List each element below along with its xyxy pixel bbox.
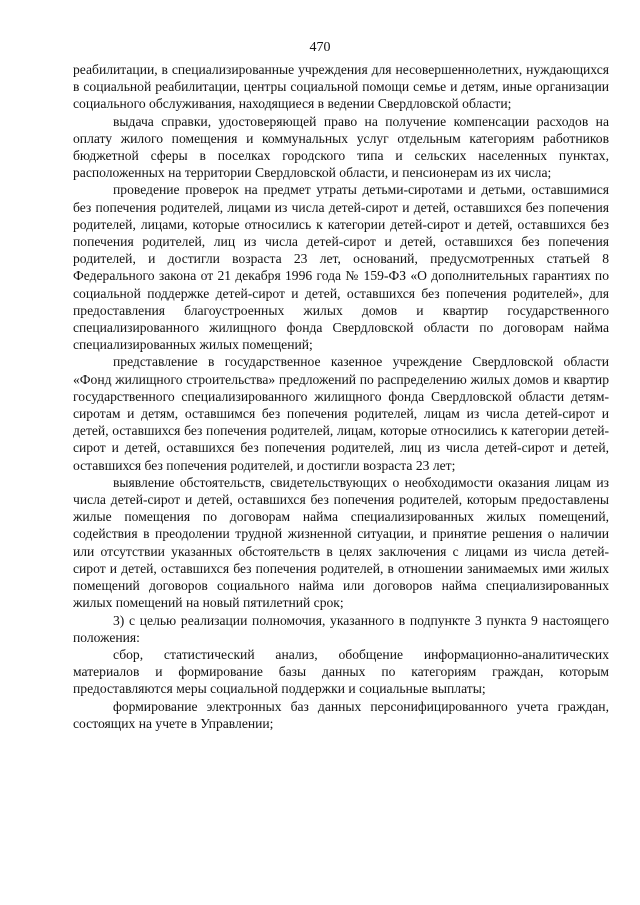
paragraph-2: выдача справки, удостоверяющей право на получение компенсации расходов на оплату жилого помещения и коммунальных услуг отдельным категориям работников бюджетной сферы в поселках городского типа и сельских населенных пунктах, расположенных на территории Свердловской области, и пенсионерам из их числа;	[73, 113, 609, 181]
paragraph-4: представление в государственное казенное учреждение Свердловской области «Фонд жилищного строительства» предложений по распределению жилых домов и квартир государственного специализированного жилищного фонда Свердловской области детям-сиротам и детям, оставшимся без попечения родителей, лицам из числа детей-сирот и детей, оставшихся без попечения родителей, лицам, которые относились к категории детей-сирот и детей, оставшихся без попечения родителей, лиц из числа детей-сирот и детей, оставшихся без попечения родителей, и достигли возраста 23 лет;	[73, 354, 609, 473]
paragraph-3: проведение проверок на предмет утраты детьми-сиротами и детьми, оставшимися без попечения родителей, лицами из числа детей-сирот и детей, оставшихся без попечения родителей, лицами, которые относились к категории детей-сирот и детей, оставшихся без попечения родителей, лиц из числа детей-сирот и детей, оставшихся без попечения родителей, и достигли возраста 23 лет, оснований, предусмотренных статьей 8 Федерального закона от 21 декабря 1996 года № 159-ФЗ «О дополнительных гарантиях по социальной поддержке детей-сирот и детей, оставшихся без попечения родителей», для предоставления благоустроенных жилых домов и квартир государственного специализированного жилищного фонда Свердловской области по договорам найма специализированных жилых помещений;	[73, 182, 609, 353]
document-body	[73, 61, 609, 732]
paragraph-5: выявление обстоятельств, свидетельствующих о необходимости оказания лицам из числа детей-сирот и детей, оставшихся без попечения родителей, которым предоставлены жилые помещения по договорам найма специализированных жилых помещений, содействия в преодолении трудной жизненной ситуации, и принятие решения о наличии или отсутствии указанных обстоятельств в целях заключения с лицами из числа детей-сирот и детей, оставшихся без попечения родителей, в отношении занимаемых ими жилых помещений договоров социального найма или договоров найма специализированных жилых помещений на новый пятилетний срок;	[73, 474, 609, 611]
paragraph-7: сбор, статистический анализ, обобщение информационно-аналитических материалов и формирование базы данных по категориям граждан, которым предоставляются меры социальной поддержки и социальные выплаты;	[73, 646, 609, 697]
page-number: 470	[309, 40, 331, 55]
paragraph-1: реабилитации, в специализированные учреждения для несовершеннолетних, нуждающихся в социальной реабилитации, центры социальной помощи семье и детям, иные организации социального обслуживания, находящиеся в ведении Свердловской области;	[73, 62, 609, 112]
paragraph-8: формирование электронных баз данных персонифицированного учета граждан, состоящих на учете в Управлении;	[73, 698, 609, 731]
paragraph-6: 3) с целью реализации полномочия, указанного в подпункте 3 пункта 9 настоящего положения:	[73, 612, 609, 645]
